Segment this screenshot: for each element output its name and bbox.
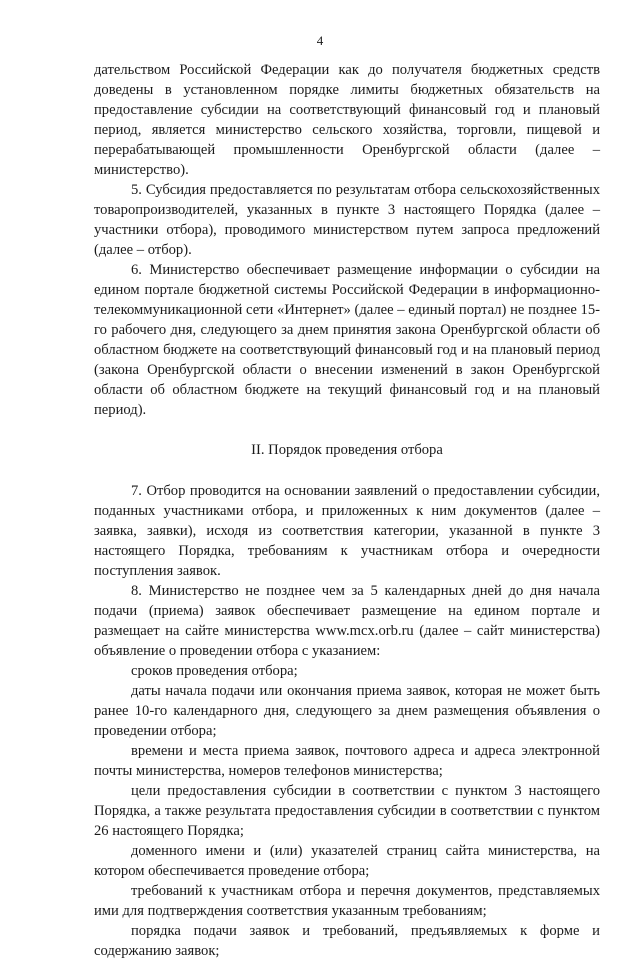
list-item-contacts: времени и места приема заявок, почтового адреса и адреса электронной почты министерства, номеров телефонов министерства; — [94, 743, 600, 779]
document-body — [94, 60, 600, 961]
paragraph-item-5: 5. Субсидия предоставляется по результатам отбора сельскохозяйственных товаропроизводителей, указанных в пункте 3 настоящего Порядка (далее – участники отбора), проводимого министерством путем запроса предложений (далее – отбор). — [94, 182, 600, 258]
list-item-domain: доменного имени и (или) указателей страниц сайта министерства, на котором обеспечивается проведение отбора; — [94, 843, 600, 879]
paragraph-item-8: 8. Министерство не позднее чем за 5 календарных дней до дня начала подачи (приема) заявок обеспечивает размещение на едином портале и размещает на сайте министерства www.mcx.orb.ru (далее – сайт министерства) объявление о проведении отбора с указанием: — [94, 583, 600, 659]
paragraph-item-7: 7. Отбор проводится на основании заявлений о предоставлении субсидии, поданных участниками отбора, и приложенных к ним документов (далее – заявка, заявки), исходя из соответствия категории, указанной в пункте 3 настоящего Порядка, требованиям к участникам отбора и очередности поступления заявок. — [94, 483, 600, 579]
paragraph-item-6: 6. Министерство обеспечивает размещение информации о субсидии на едином портале бюджетной системы Российской Федерации в информационно-телекоммуникационной сети «Интернет» (далее – единый портал) не позднее 15-го рабочего дня, следующего за днем принятия закона Оренбургской области об областном бюджете на соответствующий финансовый год и на плановый период (закона Оренбургской области о внесении изменений в закон Оренбургской области об областном бюджете на текущий финансовый год и на плановый период). — [94, 262, 600, 418]
list-item-purpose: цели предоставления субсидии в соответствии с пунктом 3 настоящего Порядка, а также результата предоставления субсидии в соответствии с пунктом 26 настоящего Порядка; — [94, 783, 600, 839]
page-number: 4 — [316, 33, 324, 48]
list-item-requirements: требований к участникам отбора и перечня документов, представляемых ими для подтверждения соответствия указанным требованиям; — [94, 883, 600, 919]
list-item-deadlines: сроков проведения отбора; — [131, 663, 298, 679]
list-item-start-date: даты начала подачи или окончания приема заявок, которая не может быть ранее 10-го календарного дня, следующего за днем размещения объявления о проведении отбора; — [94, 683, 600, 739]
paragraph-continuation: дательством Российской Федерации как до получателя бюджетных средств доведены в установленном порядке лимиты бюджетных обязательств на предоставление субсидии на соответствующий финансовый год и плановый период, является министерство сельского хозяйства, торговли, пищевой и перерабатывающей промышленности Оренбургской области (далее – министерство). — [94, 62, 600, 178]
list-item-submission-order: порядка подачи заявок и требований, предъявляемых к форме и содержанию заявок; — [94, 923, 600, 959]
section-heading: II. Порядок проведения отбора — [251, 442, 443, 458]
